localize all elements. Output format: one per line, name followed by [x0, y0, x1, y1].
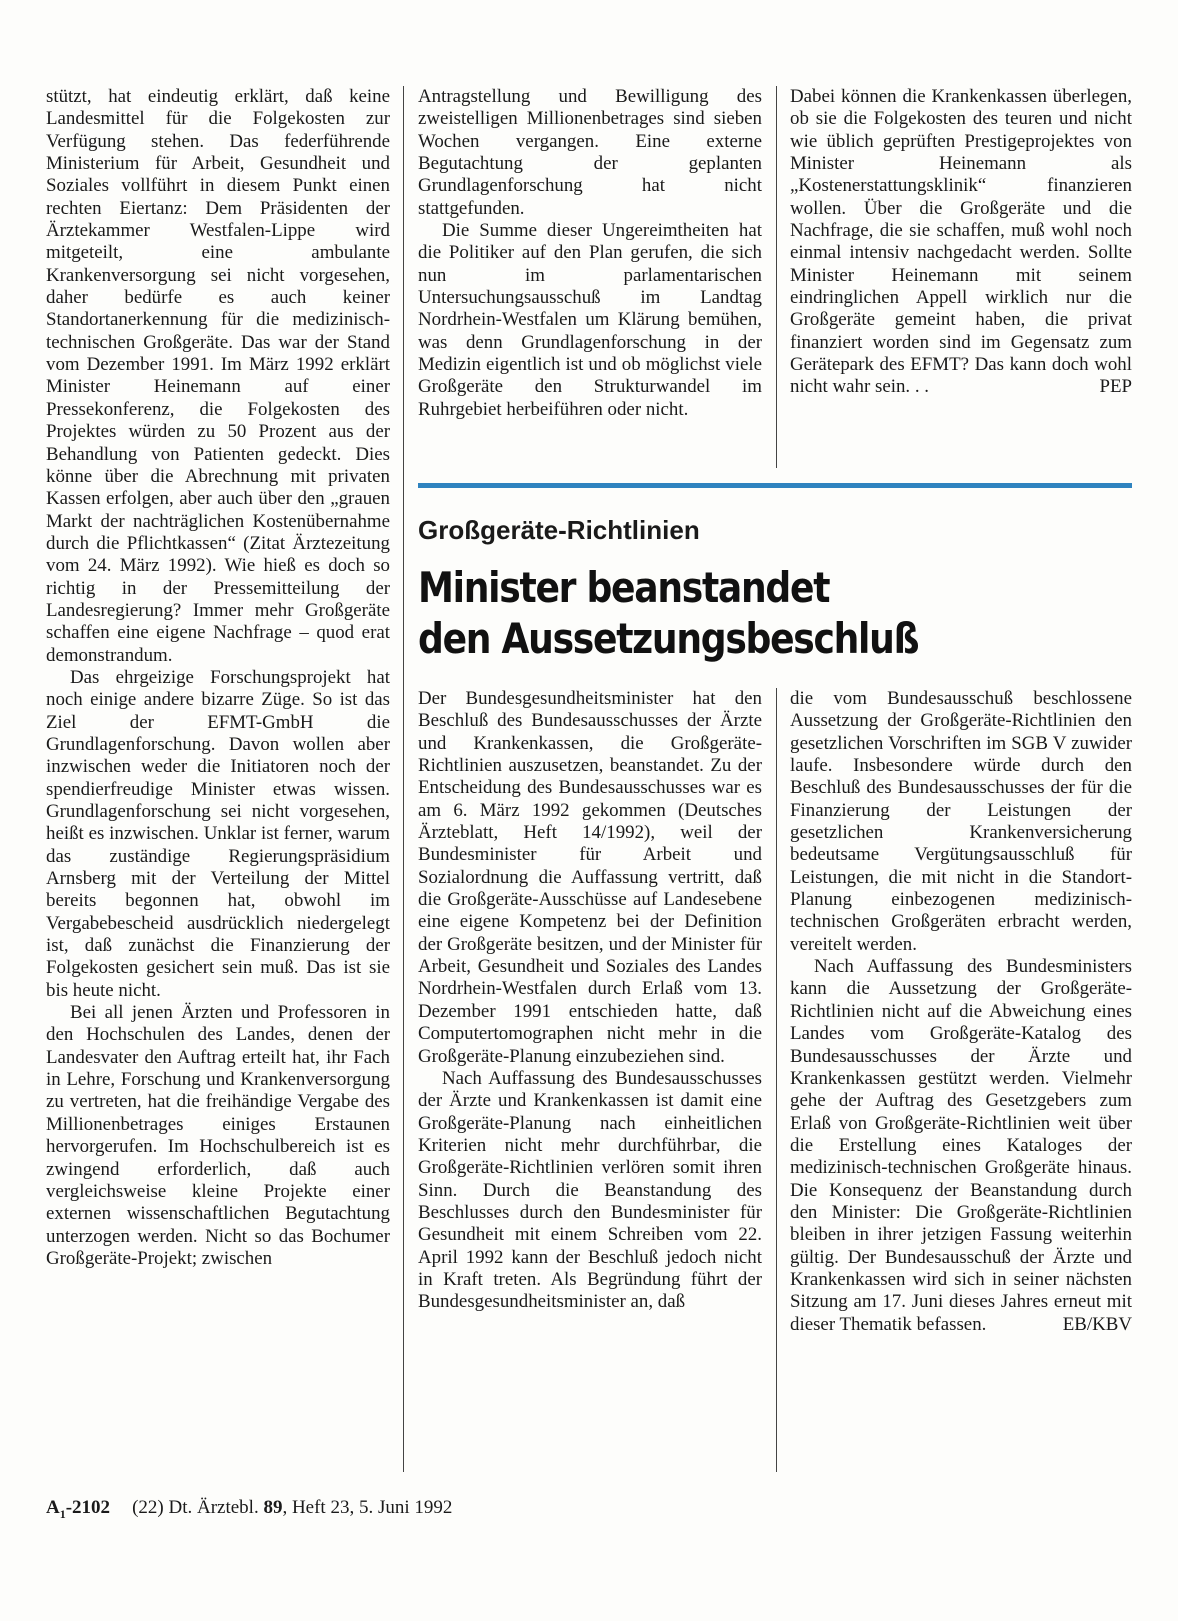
page-number	[46, 1497, 111, 1521]
journal-name: (22) Dt. Ärztebl.	[132, 1497, 259, 1518]
page-number-value: -2102	[65, 1497, 111, 1518]
volume-number: 89	[263, 1497, 283, 1518]
article-column-3	[790, 86, 1132, 466]
headline-line-1: Minister beanstandet	[418, 563, 830, 612]
page-subscript: 1	[59, 1506, 66, 1521]
section-divider	[418, 483, 1132, 488]
issue-date: , Heft 23, 5. Juni 1992	[282, 1497, 453, 1518]
paragraph	[790, 86, 1132, 399]
article-column-2	[418, 86, 762, 466]
article-column-1	[46, 86, 390, 1471]
paragraph-text: Dabei können die Krankenkassen überlegen, ob sie die Folgekosten des teuren und nicht wie üblich geprüften Prestigeprojektes von Minister Heinemann als „Kostenerstattungsklinik“ finanzieren wollen. Über die Großgeräte und die Nachfrage, die sie schaffen, muß wohl noch einmal intensiv nachgedacht werden. Sollte Minister Heinemann mit seinem eindringlichen Appell wirklich nur die Großgeräte gemeint haben, die privat finanziert worden sind im Gegensatz zum Gerätepark des EFMT? Das kann doch wohl nicht wahr sein. . .	[790, 86, 1132, 398]
article-column-5	[790, 688, 1132, 1478]
paragraph: stützt, hat eindeutig erklärt, daß keine Landesmittel für die Folgekosten zur Verfügung stehen. Das federführende Ministerium für Arbeit, Gesundheit und Soziales vollführt in diesem Punkt einen rechten Eiertanz: Dem Präsidenten der Ärztekammer Westfalen-Lippe wird mitgeteilt, eine ambulante Krankenversorgung sei nicht vorgesehen, daher bedürfe es auch keiner Standortanerkennung für die medizinisch-technischen Großgeräte. Das war der Stand vom Dezember 1991. Im März 1992 erklärt Minister Heinemann auf einer Pressekonferenz, die Folgekosten des Projektes würden zu 50 Prozent aus der Behandlung von Patienten gedeckt. Dies könne über die Abrechnung mit privaten Kassen erfolgen, aber auch über den „grauen Markt der nachträglichen Kostenübernahme durch die Pflichtkassen“ (Zitat Ärztezeitung vom 24. März 1992). Wie hieß es doch so richtig in der Pressemitteilung der Landesregierung? Immer mehr Großgeräte schaffen eine eigene Nachfrage – quod erat demonstrandum.	[46, 86, 390, 666]
paragraph	[790, 956, 1132, 1336]
page-prefix: A	[46, 1497, 60, 1518]
paragraph: Bei all jenen Ärzten und Professoren in den Hochschulen des Landes, denen der Landesvater den Auftrag erteilt hat, ihr Fach in Lehre, Forschung und Krankenversorgung zu vertreten, hat die freihändige Vergabe des Millionenbetrages einiges Erstaunen hervorgerufen. Im Hochschulbereich ist es zwingend erforderlich, daß auch vergleichsweise kleine Projekte einer externen wissenschaftlichen Begutachtung unterzogen werden. Nicht so das Bochumer Großgeräte-Projekt; zwischen	[46, 1002, 390, 1269]
column-divider	[776, 86, 777, 468]
paragraph-text: Nach Auffassung des Bundesministers kann die Aussetzung der Großgeräte-Richtlinien nicht auf die Abweichung eines Landes vom Großgeräte-Katalog des Bundesausschusses der Ärzte und Krankenkassen gestützt werden. Vielmehr gehe der Auftrag des Gesetzgebers zum Erlaß von Großgeräte-Richtlinien weit über die Erstellung eines Kataloges der medizinisch-technischen Großgeräte hinaus. Die Konsequenz der Beanstandung durch den Minister: Die Großgeräte-Richtlinien bleiben in ihrer jetzigen Fassung weiterhin gültig. Der Bundesausschuß der Ärzte und Krankenkassen wird sich in seiner nächsten Sitzung am 17. Juni dieses Jahres erneut mit dieser Thematik befassen.	[790, 956, 1132, 1335]
column-divider	[403, 86, 404, 1472]
article-column-4	[418, 688, 762, 1478]
column-divider	[776, 688, 777, 1472]
paragraph: Nach Auffassung des Bundesausschusses der Ärzte und Krankenkassen ist damit eine Großgeräte-Planung nach einheitlichen Kriterien nicht mehr durchführbar, die Großgeräte-Richtlinien verlören somit ihren Sinn. Durch die Beanstandung des Beschlusses durch den Bundesminister für Gesundheit mit einem Schreiben vom 22. April 1992 kann der Beschluß jedoch nicht in Kraft treten. Als Begründung führt der Bundesgesundheitsminister an, daß	[418, 1067, 762, 1313]
paragraph: Antragstellung und Bewilligung des zweistelligen Millionenbetrages sind sieben Wochen vergangen. Eine externe Begutachtung der geplanten Grundlagenforschung hat nicht stattgefunden.	[418, 86, 762, 219]
citation	[132, 1497, 452, 1518]
author-signature: EB/KBV	[1062, 1313, 1132, 1335]
headline-line-2: den Aussetzungsbeschluß	[418, 614, 919, 663]
paragraph: Die Summe dieser Ungereimtheiten hat die Politiker auf den Plan gerufen, die sich nun im parlamentarischen Untersuchungsausschuß im Landtag Nordrhein-Westfalen um Klärung bemühen, was denn Grundlagenforschung in der Medizin eigentlich ist und ob möglichst viele Großgeräte den Strukturwandel im Ruhrgebiet herbeiführen oder nicht.	[418, 220, 762, 420]
paragraph: die vom Bundesausschuß beschlossene Aussetzung der Großgeräte-Richtlinien den gesetzlichen Vorschriften im SGB V zuwider laufe. Insbesondere würde durch den Beschluß des Bundesausschusses der für die Finanzierung der Leistungen der gesetzlichen Krankenversicherung bedeutsame Vergütungsausschluß für Leistungen, die mit nicht in die Standort-Planung einbezogenen medizinisch-technischen Großgeräten erbracht werden, vereitelt werden.	[790, 688, 1132, 955]
article-headline	[418, 562, 1032, 664]
author-signature: PEP	[1099, 376, 1132, 398]
paragraph: Der Bundesgesundheitsminister hat den Beschluß des Bundesausschusses der Ärzte und Krankenkassen, die Großgeräte-Richtlinien auszusetzen, beanstandet. Zu der Entscheidung des Bundesausschusses war es am 6. März 1992 gekommen (Deutsches Ärzteblatt, Heft 14/1992), weil der Bundesminister für Arbeit und Sozialordnung die Auffassung vertritt, daß die Großgeräte-Ausschüsse auf Landesebene eine eigene Kompetenz bei der Definition der Großgeräte besitzen, und der Minister für Arbeit, Gesundheit und Soziales des Landes Nordrhein-Westfalen durch Erlaß vom 13. Dezember 1991 entschieden hatte, daß Computertomographen nicht mehr in die Großgeräte-Planung einzubeziehen sind.	[418, 688, 762, 1067]
page-footer	[46, 1496, 646, 1526]
paragraph: Das ehrgeizige Forschungsprojekt hat noch einige andere bizarre Züge. So ist das Ziel der EFMT-GmbH die Grundlagenforschung. Davon wollen aber inzwischen weder die Initiatoren noch der spendierfreudige Minister etwas wissen. Grundlagenforschung sei nicht vorgesehen, heißt es inzwischen. Unklar ist ferner, warum das zuständige Regierungspräsidium Arnsberg mit der Verteilung der Mittel bereits begonnen hat, obwohl im Vergabebescheid ausdrücklich niedergelegt ist, daß zunächst die Finanzierung der Folgekosten gesichert sein muß. Das ist sie bis heute nicht.	[46, 666, 390, 1001]
article-kicker: Großgeräte-Richtlinien	[418, 515, 700, 545]
